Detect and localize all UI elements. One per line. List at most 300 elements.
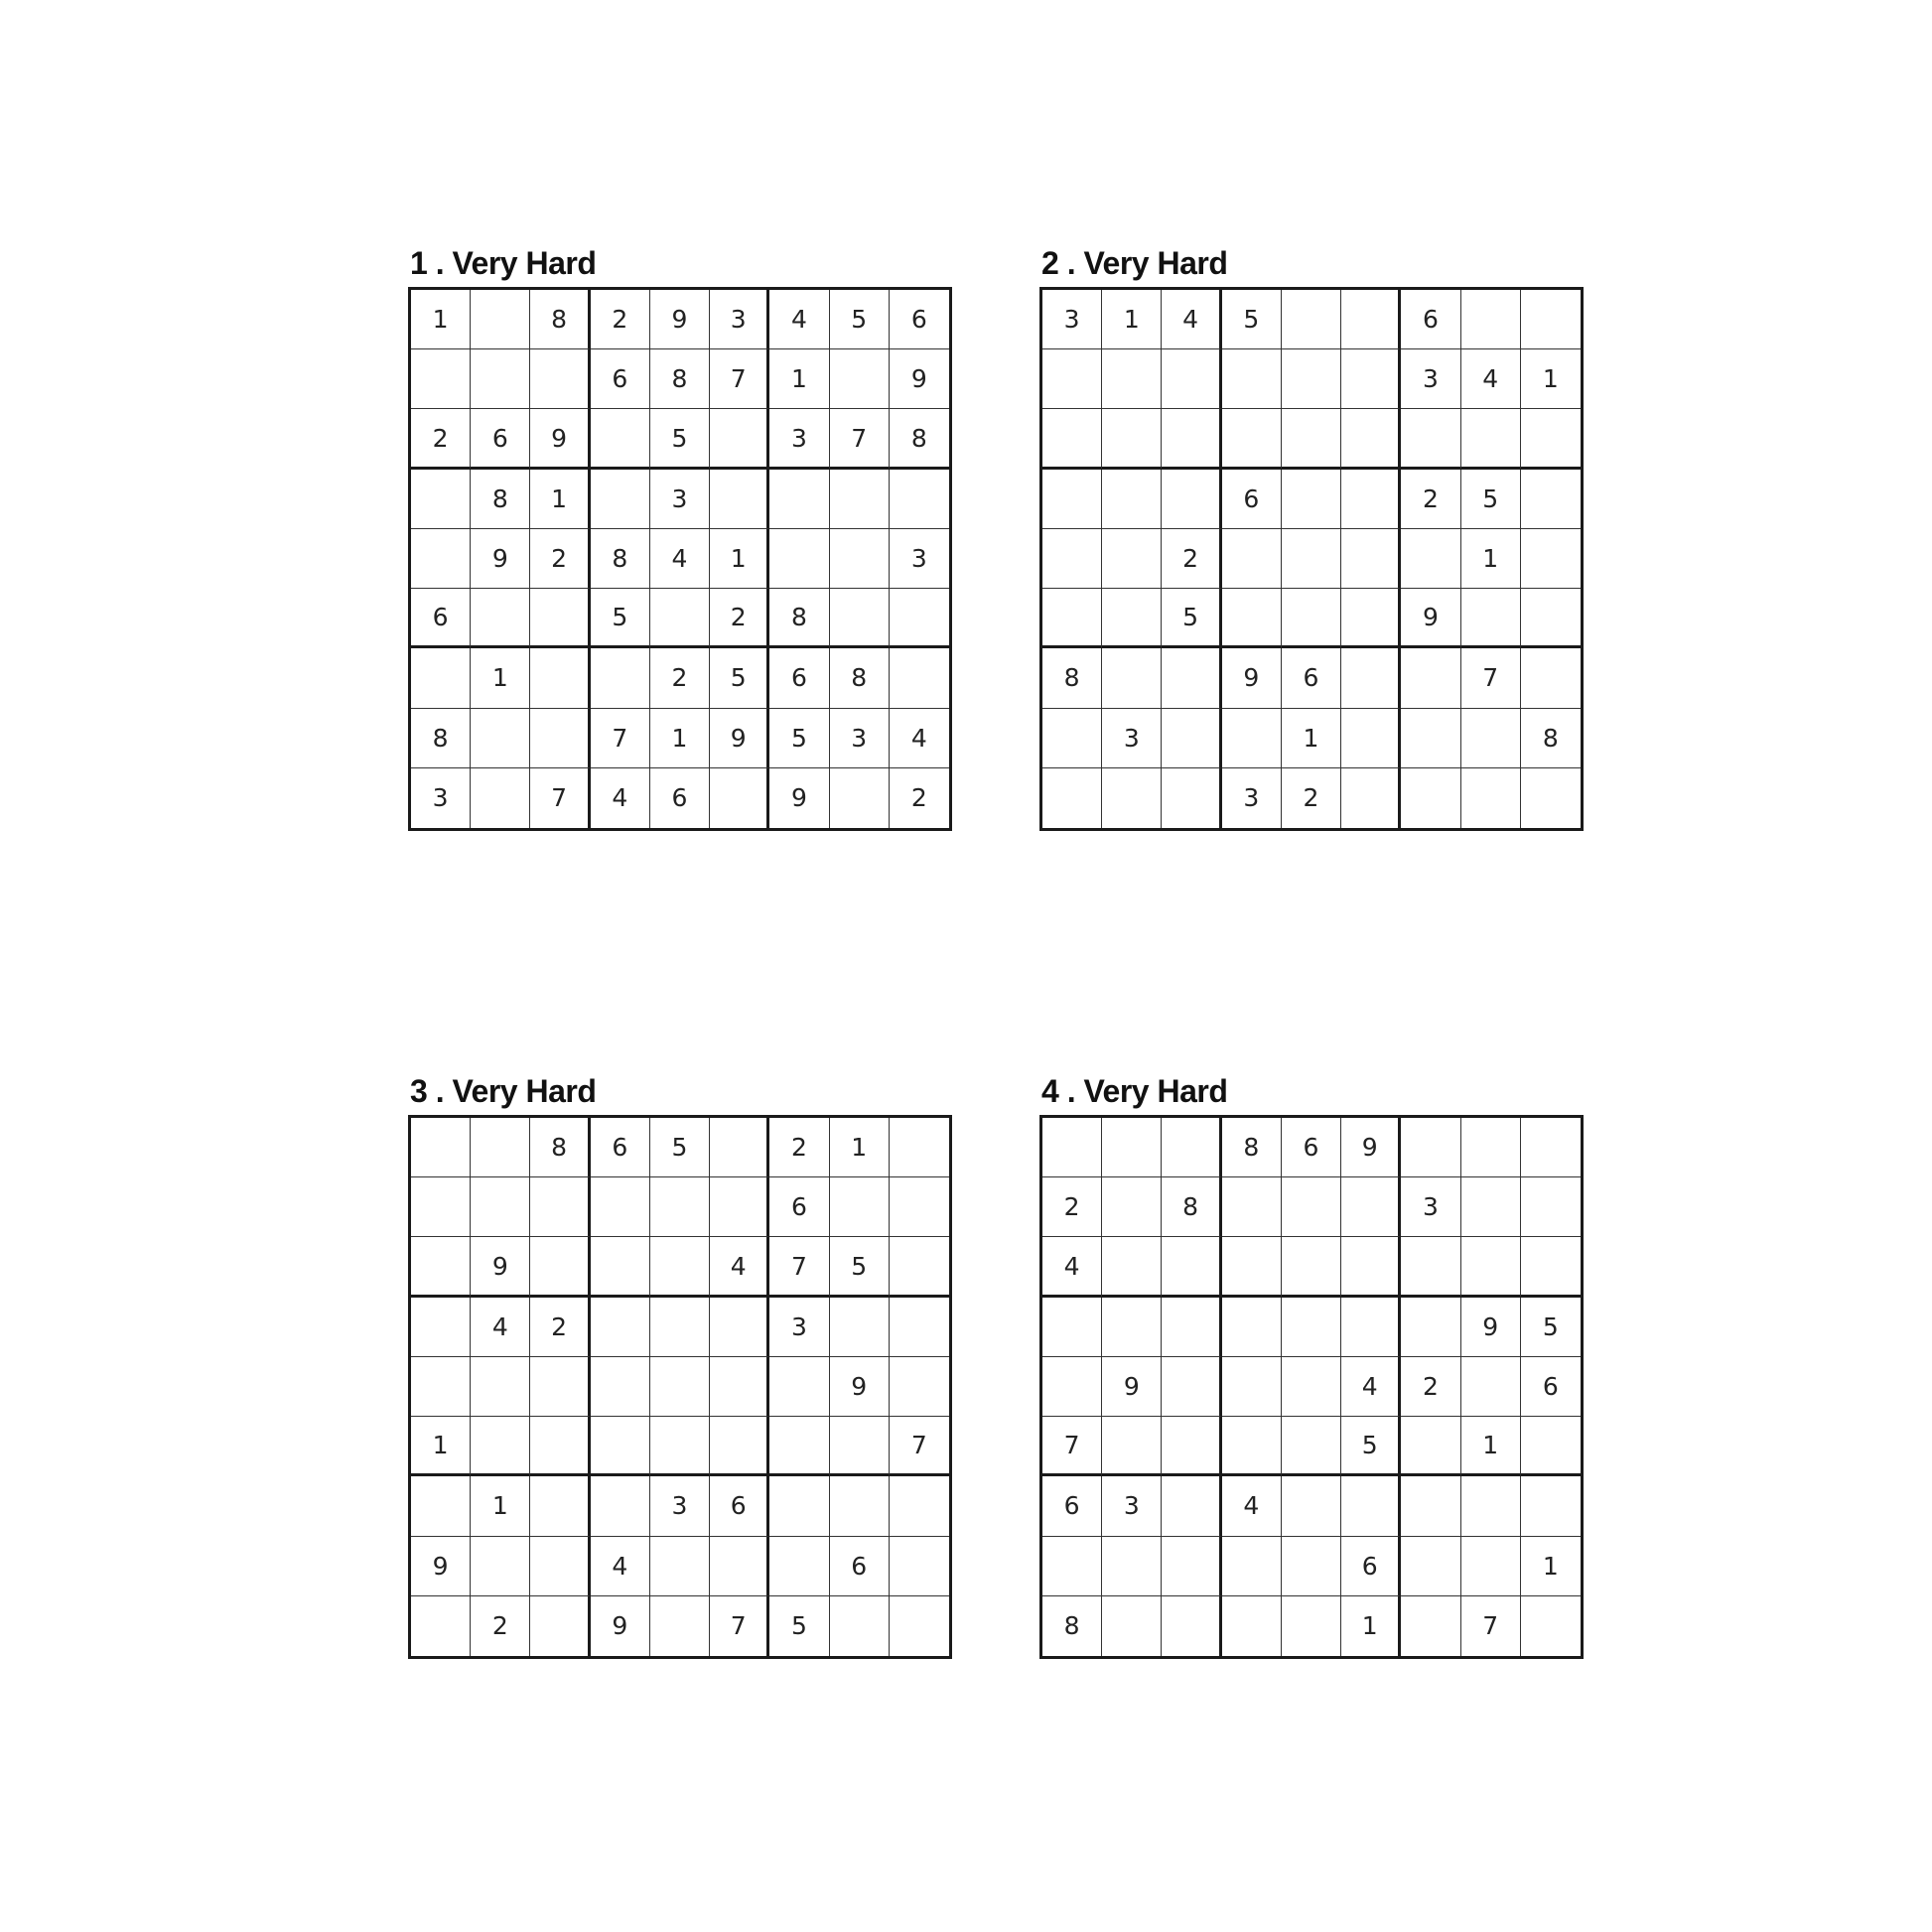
empty-cell[interactable] [1282, 529, 1341, 589]
empty-cell[interactable] [1042, 409, 1102, 469]
given-cell: 1 [1102, 290, 1162, 349]
empty-cell[interactable] [471, 1177, 530, 1237]
empty-cell[interactable] [830, 1596, 890, 1656]
empty-cell[interactable] [591, 470, 650, 529]
given-cell: 6 [830, 1537, 890, 1596]
empty-cell[interactable] [1042, 349, 1102, 409]
empty-cell[interactable] [1401, 1298, 1460, 1357]
empty-cell[interactable] [1282, 589, 1341, 648]
given-cell: 9 [591, 1596, 650, 1656]
empty-cell[interactable] [1401, 1537, 1460, 1596]
given-cell: 5 [650, 1118, 710, 1177]
given-cell: 9 [1222, 648, 1282, 708]
given-cell: 7 [890, 1417, 949, 1476]
given-cell: 1 [1521, 1537, 1581, 1596]
empty-cell[interactable] [769, 470, 829, 529]
empty-cell[interactable] [1222, 1298, 1282, 1357]
empty-cell[interactable] [769, 1357, 829, 1417]
empty-cell[interactable] [471, 349, 530, 409]
given-cell: 9 [1341, 1118, 1401, 1177]
empty-cell[interactable] [1282, 409, 1341, 469]
empty-cell[interactable] [830, 470, 890, 529]
given-cell: 3 [890, 529, 949, 589]
empty-cell[interactable] [1461, 709, 1521, 768]
empty-cell[interactable] [1102, 1417, 1162, 1476]
empty-cell[interactable] [1341, 1237, 1401, 1297]
empty-cell[interactable] [1521, 290, 1581, 349]
given-cell: 9 [830, 1357, 890, 1417]
empty-cell[interactable] [650, 1237, 710, 1297]
empty-cell[interactable] [1042, 529, 1102, 589]
empty-cell[interactable] [1461, 768, 1521, 828]
empty-cell[interactable] [1341, 648, 1401, 708]
empty-cell[interactable] [1102, 470, 1162, 529]
empty-cell[interactable] [1222, 1237, 1282, 1297]
empty-cell[interactable] [1162, 1357, 1221, 1417]
empty-cell[interactable] [1042, 589, 1102, 648]
empty-cell[interactable] [1341, 768, 1401, 828]
given-cell: 4 [1341, 1357, 1401, 1417]
empty-cell[interactable] [1341, 1177, 1401, 1237]
empty-cell[interactable] [1102, 648, 1162, 708]
empty-cell[interactable] [1102, 529, 1162, 589]
empty-cell[interactable] [1521, 470, 1581, 529]
empty-cell[interactable] [1162, 1596, 1221, 1656]
empty-cell[interactable] [1282, 1537, 1341, 1596]
empty-cell[interactable] [1102, 1177, 1162, 1237]
empty-cell[interactable] [530, 1417, 590, 1476]
empty-cell[interactable] [1042, 768, 1102, 828]
empty-cell[interactable] [1341, 349, 1401, 409]
given-cell: 9 [769, 768, 829, 828]
empty-cell[interactable] [471, 290, 530, 349]
given-cell: 8 [650, 349, 710, 409]
given-cell: 3 [650, 1476, 710, 1536]
given-cell: 1 [530, 470, 590, 529]
given-cell: 6 [710, 1476, 769, 1536]
empty-cell[interactable] [1102, 1596, 1162, 1656]
empty-cell[interactable] [1162, 349, 1221, 409]
empty-cell[interactable] [769, 529, 829, 589]
given-cell: 3 [769, 1298, 829, 1357]
empty-cell[interactable] [710, 1118, 769, 1177]
empty-cell[interactable] [650, 1417, 710, 1476]
sudoku-grid [1039, 287, 1584, 831]
empty-cell[interactable] [1042, 1298, 1102, 1357]
empty-cell[interactable] [1162, 1476, 1221, 1536]
given-cell: 5 [591, 589, 650, 648]
empty-cell[interactable] [1042, 470, 1102, 529]
empty-cell[interactable] [530, 709, 590, 768]
given-cell: 8 [1162, 1177, 1221, 1237]
given-cell: 7 [1461, 648, 1521, 708]
empty-cell[interactable] [1341, 529, 1401, 589]
given-cell: 4 [1042, 1237, 1102, 1297]
empty-cell[interactable] [1162, 768, 1221, 828]
empty-cell[interactable] [1521, 1417, 1581, 1476]
empty-cell[interactable] [830, 349, 890, 409]
empty-cell[interactable] [769, 1537, 829, 1596]
given-cell: 9 [411, 1537, 471, 1596]
empty-cell[interactable] [1401, 648, 1460, 708]
given-cell: 1 [411, 1417, 471, 1476]
empty-cell[interactable] [1222, 709, 1282, 768]
empty-cell[interactable] [650, 1177, 710, 1237]
given-cell: 9 [1102, 1357, 1162, 1417]
empty-cell[interactable] [1521, 409, 1581, 469]
empty-cell[interactable] [890, 589, 949, 648]
empty-cell[interactable] [1042, 1118, 1102, 1177]
empty-cell[interactable] [650, 1537, 710, 1596]
empty-cell[interactable] [1282, 470, 1341, 529]
empty-cell[interactable] [1162, 409, 1221, 469]
empty-cell[interactable] [710, 409, 769, 469]
empty-cell[interactable] [890, 1298, 949, 1357]
given-cell: 3 [830, 709, 890, 768]
empty-cell[interactable] [890, 1357, 949, 1417]
empty-cell[interactable] [1222, 529, 1282, 589]
given-cell: 5 [1162, 589, 1221, 648]
empty-cell[interactable] [411, 1596, 471, 1656]
empty-cell[interactable] [890, 470, 949, 529]
empty-cell[interactable] [530, 349, 590, 409]
empty-cell[interactable] [471, 768, 530, 828]
empty-cell[interactable] [1521, 1476, 1581, 1536]
empty-cell[interactable] [710, 470, 769, 529]
empty-cell[interactable] [1521, 1118, 1581, 1177]
empty-cell[interactable] [1401, 1118, 1460, 1177]
empty-cell[interactable] [1102, 1118, 1162, 1177]
empty-cell[interactable] [830, 768, 890, 828]
given-cell: 9 [710, 709, 769, 768]
empty-cell[interactable] [890, 1596, 949, 1656]
empty-cell[interactable] [530, 1476, 590, 1536]
empty-cell[interactable] [1341, 1298, 1401, 1357]
empty-cell[interactable] [1042, 1357, 1102, 1417]
empty-cell[interactable] [1222, 1537, 1282, 1596]
empty-cell[interactable] [530, 1357, 590, 1417]
empty-cell[interactable] [1282, 1476, 1341, 1536]
given-cell: 2 [1162, 529, 1221, 589]
empty-cell[interactable] [830, 1417, 890, 1476]
given-cell: 2 [1282, 768, 1341, 828]
empty-cell[interactable] [471, 1537, 530, 1596]
empty-cell[interactable] [471, 1417, 530, 1476]
empty-cell[interactable] [471, 709, 530, 768]
given-cell: 3 [1401, 1177, 1460, 1237]
empty-cell[interactable] [1341, 1476, 1401, 1536]
given-cell: 1 [710, 529, 769, 589]
empty-cell[interactable] [890, 1177, 949, 1237]
given-cell: 1 [1341, 1596, 1401, 1656]
given-cell: 6 [1222, 470, 1282, 529]
empty-cell[interactable] [591, 648, 650, 708]
given-cell: 6 [1042, 1476, 1102, 1536]
empty-cell[interactable] [830, 1177, 890, 1237]
given-cell: 8 [1222, 1118, 1282, 1177]
given-cell: 4 [1222, 1476, 1282, 1536]
empty-cell[interactable] [530, 589, 590, 648]
given-cell: 4 [1461, 349, 1521, 409]
empty-cell[interactable] [1521, 529, 1581, 589]
given-cell: 1 [1282, 709, 1341, 768]
empty-cell[interactable] [1102, 589, 1162, 648]
empty-cell[interactable] [1042, 1537, 1102, 1596]
empty-cell[interactable] [1341, 589, 1401, 648]
empty-cell[interactable] [1282, 1596, 1341, 1656]
empty-cell[interactable] [1102, 1298, 1162, 1357]
given-cell: 1 [471, 1476, 530, 1536]
given-cell: 2 [411, 409, 471, 469]
given-cell: 7 [830, 409, 890, 469]
empty-cell[interactable] [1521, 648, 1581, 708]
given-cell: 5 [769, 709, 829, 768]
empty-cell[interactable] [1461, 290, 1521, 349]
empty-cell[interactable] [769, 1417, 829, 1476]
empty-cell[interactable] [1162, 1417, 1221, 1476]
given-cell: 7 [591, 709, 650, 768]
given-cell: 8 [471, 470, 530, 529]
empty-cell[interactable] [1341, 470, 1401, 529]
empty-cell[interactable] [710, 1298, 769, 1357]
given-cell: 2 [1401, 470, 1460, 529]
empty-cell[interactable] [411, 1476, 471, 1536]
given-cell: 6 [591, 1118, 650, 1177]
empty-cell[interactable] [591, 1357, 650, 1417]
empty-cell[interactable] [710, 1177, 769, 1237]
given-cell: 1 [1521, 349, 1581, 409]
empty-cell[interactable] [830, 1476, 890, 1536]
empty-cell[interactable] [591, 1237, 650, 1297]
empty-cell[interactable] [1102, 1237, 1162, 1297]
empty-cell[interactable] [1162, 1537, 1221, 1596]
empty-cell[interactable] [769, 1476, 829, 1536]
empty-cell[interactable] [1162, 1118, 1221, 1177]
empty-cell[interactable] [830, 589, 890, 648]
given-cell: 6 [1341, 1537, 1401, 1596]
given-cell: 8 [1042, 648, 1102, 708]
empty-cell[interactable] [1341, 409, 1401, 469]
given-cell: 5 [830, 1237, 890, 1297]
empty-cell[interactable] [1461, 1237, 1521, 1297]
empty-cell[interactable] [591, 1476, 650, 1536]
given-cell: 7 [530, 768, 590, 828]
given-cell: 9 [530, 409, 590, 469]
given-cell: 2 [1042, 1177, 1102, 1237]
empty-cell[interactable] [1162, 1298, 1221, 1357]
empty-cell[interactable] [1102, 349, 1162, 409]
empty-cell[interactable] [890, 1476, 949, 1536]
empty-cell[interactable] [411, 529, 471, 589]
given-cell: 4 [769, 290, 829, 349]
given-cell: 6 [650, 768, 710, 828]
empty-cell[interactable] [471, 1118, 530, 1177]
empty-cell[interactable] [1401, 529, 1460, 589]
given-cell: 6 [591, 349, 650, 409]
given-cell: 7 [769, 1237, 829, 1297]
given-cell: 7 [710, 1596, 769, 1656]
empty-cell[interactable] [650, 589, 710, 648]
empty-cell[interactable] [530, 648, 590, 708]
given-cell: 1 [411, 290, 471, 349]
given-cell: 3 [710, 290, 769, 349]
empty-cell[interactable] [1282, 1237, 1341, 1297]
given-cell: 5 [1461, 470, 1521, 529]
given-cell: 8 [1521, 709, 1581, 768]
empty-cell[interactable] [530, 1537, 590, 1596]
empty-cell[interactable] [411, 1357, 471, 1417]
empty-cell[interactable] [1222, 349, 1282, 409]
empty-cell[interactable] [591, 1417, 650, 1476]
empty-cell[interactable] [650, 1596, 710, 1656]
given-cell: 4 [1162, 290, 1221, 349]
empty-cell[interactable] [1401, 1417, 1460, 1476]
empty-cell[interactable] [650, 1298, 710, 1357]
empty-cell[interactable] [1162, 470, 1221, 529]
empty-cell[interactable] [890, 1118, 949, 1177]
given-cell: 8 [411, 709, 471, 768]
puzzle-title: 4 . Very Hard [1041, 1073, 1228, 1109]
empty-cell[interactable] [1222, 589, 1282, 648]
empty-cell[interactable] [890, 648, 949, 708]
empty-cell[interactable] [591, 409, 650, 469]
empty-cell[interactable] [830, 529, 890, 589]
empty-cell[interactable] [591, 1177, 650, 1237]
empty-cell[interactable] [1341, 290, 1401, 349]
given-cell: 1 [1461, 529, 1521, 589]
given-cell: 1 [769, 349, 829, 409]
empty-cell[interactable] [530, 1237, 590, 1297]
empty-cell[interactable] [1461, 1357, 1521, 1417]
empty-cell[interactable] [1461, 1177, 1521, 1237]
empty-cell[interactable] [1401, 1596, 1460, 1656]
empty-cell[interactable] [1401, 409, 1460, 469]
given-cell: 4 [471, 1298, 530, 1357]
empty-cell[interactable] [1282, 290, 1341, 349]
given-cell: 1 [650, 709, 710, 768]
empty-cell[interactable] [1042, 709, 1102, 768]
given-cell: 1 [1461, 1417, 1521, 1476]
given-cell: 2 [591, 290, 650, 349]
given-cell: 7 [1042, 1417, 1102, 1476]
empty-cell[interactable] [1521, 1596, 1581, 1656]
empty-cell[interactable] [1222, 1357, 1282, 1417]
empty-cell[interactable] [411, 648, 471, 708]
empty-cell[interactable] [591, 1298, 650, 1357]
empty-cell[interactable] [1461, 589, 1521, 648]
empty-cell[interactable] [1102, 768, 1162, 828]
empty-cell[interactable] [1282, 1298, 1341, 1357]
given-cell: 9 [1461, 1298, 1521, 1357]
empty-cell[interactable] [1401, 709, 1460, 768]
empty-cell[interactable] [1341, 709, 1401, 768]
empty-cell[interactable] [1521, 1177, 1581, 1237]
empty-cell[interactable] [1401, 768, 1460, 828]
given-cell: 7 [1461, 1596, 1521, 1656]
empty-cell[interactable] [411, 1237, 471, 1297]
empty-cell[interactable] [471, 1357, 530, 1417]
empty-cell[interactable] [710, 1537, 769, 1596]
given-cell: 9 [1401, 589, 1460, 648]
given-cell: 6 [471, 409, 530, 469]
given-cell: 4 [890, 709, 949, 768]
given-cell: 3 [1401, 349, 1460, 409]
empty-cell[interactable] [1222, 1177, 1282, 1237]
given-cell: 8 [769, 589, 829, 648]
empty-cell[interactable] [411, 1298, 471, 1357]
given-cell: 6 [890, 290, 949, 349]
empty-cell[interactable] [1222, 409, 1282, 469]
empty-cell[interactable] [1461, 1118, 1521, 1177]
empty-cell[interactable] [890, 1237, 949, 1297]
given-cell: 3 [1102, 709, 1162, 768]
empty-cell[interactable] [1401, 1237, 1460, 1297]
given-cell: 8 [1042, 1596, 1102, 1656]
empty-cell[interactable] [1521, 589, 1581, 648]
empty-cell[interactable] [471, 589, 530, 648]
empty-cell[interactable] [710, 1357, 769, 1417]
given-cell: 6 [1521, 1357, 1581, 1417]
empty-cell[interactable] [411, 349, 471, 409]
empty-cell[interactable] [830, 1298, 890, 1357]
empty-cell[interactable] [650, 1357, 710, 1417]
empty-cell[interactable] [710, 768, 769, 828]
puzzle-title: 2 . Very Hard [1041, 245, 1228, 281]
given-cell: 9 [471, 529, 530, 589]
given-cell: 8 [830, 648, 890, 708]
empty-cell[interactable] [1461, 1537, 1521, 1596]
empty-cell[interactable] [1162, 1237, 1221, 1297]
empty-cell[interactable] [710, 1417, 769, 1476]
sudoku-grid [408, 287, 952, 831]
puzzle-title: 3 . Very Hard [410, 1073, 597, 1109]
empty-cell[interactable] [1162, 648, 1221, 708]
empty-cell[interactable] [1282, 1177, 1341, 1237]
empty-cell[interactable] [1521, 1237, 1581, 1297]
empty-cell[interactable] [1102, 1537, 1162, 1596]
empty-cell[interactable] [1222, 1596, 1282, 1656]
given-cell: 6 [769, 1177, 829, 1237]
given-cell: 8 [530, 1118, 590, 1177]
empty-cell[interactable] [1401, 1476, 1460, 1536]
empty-cell[interactable] [1282, 1357, 1341, 1417]
given-cell: 5 [1341, 1417, 1401, 1476]
empty-cell[interactable] [530, 1177, 590, 1237]
given-cell: 6 [1401, 290, 1460, 349]
empty-cell[interactable] [1282, 1417, 1341, 1476]
empty-cell[interactable] [1521, 768, 1581, 828]
empty-cell[interactable] [411, 470, 471, 529]
empty-cell[interactable] [411, 1177, 471, 1237]
given-cell: 9 [471, 1237, 530, 1297]
given-cell: 2 [530, 1298, 590, 1357]
empty-cell[interactable] [411, 1118, 471, 1177]
sudoku-grid [1039, 1115, 1584, 1659]
given-cell: 3 [1102, 1476, 1162, 1536]
empty-cell[interactable] [890, 1537, 949, 1596]
empty-cell[interactable] [1461, 409, 1521, 469]
given-cell: 7 [710, 349, 769, 409]
empty-cell[interactable] [1102, 409, 1162, 469]
empty-cell[interactable] [530, 1596, 590, 1656]
empty-cell[interactable] [1282, 349, 1341, 409]
given-cell: 4 [650, 529, 710, 589]
given-cell: 8 [591, 529, 650, 589]
given-cell: 6 [769, 648, 829, 708]
empty-cell[interactable] [1162, 709, 1221, 768]
empty-cell[interactable] [1222, 1417, 1282, 1476]
empty-cell[interactable] [1461, 1476, 1521, 1536]
